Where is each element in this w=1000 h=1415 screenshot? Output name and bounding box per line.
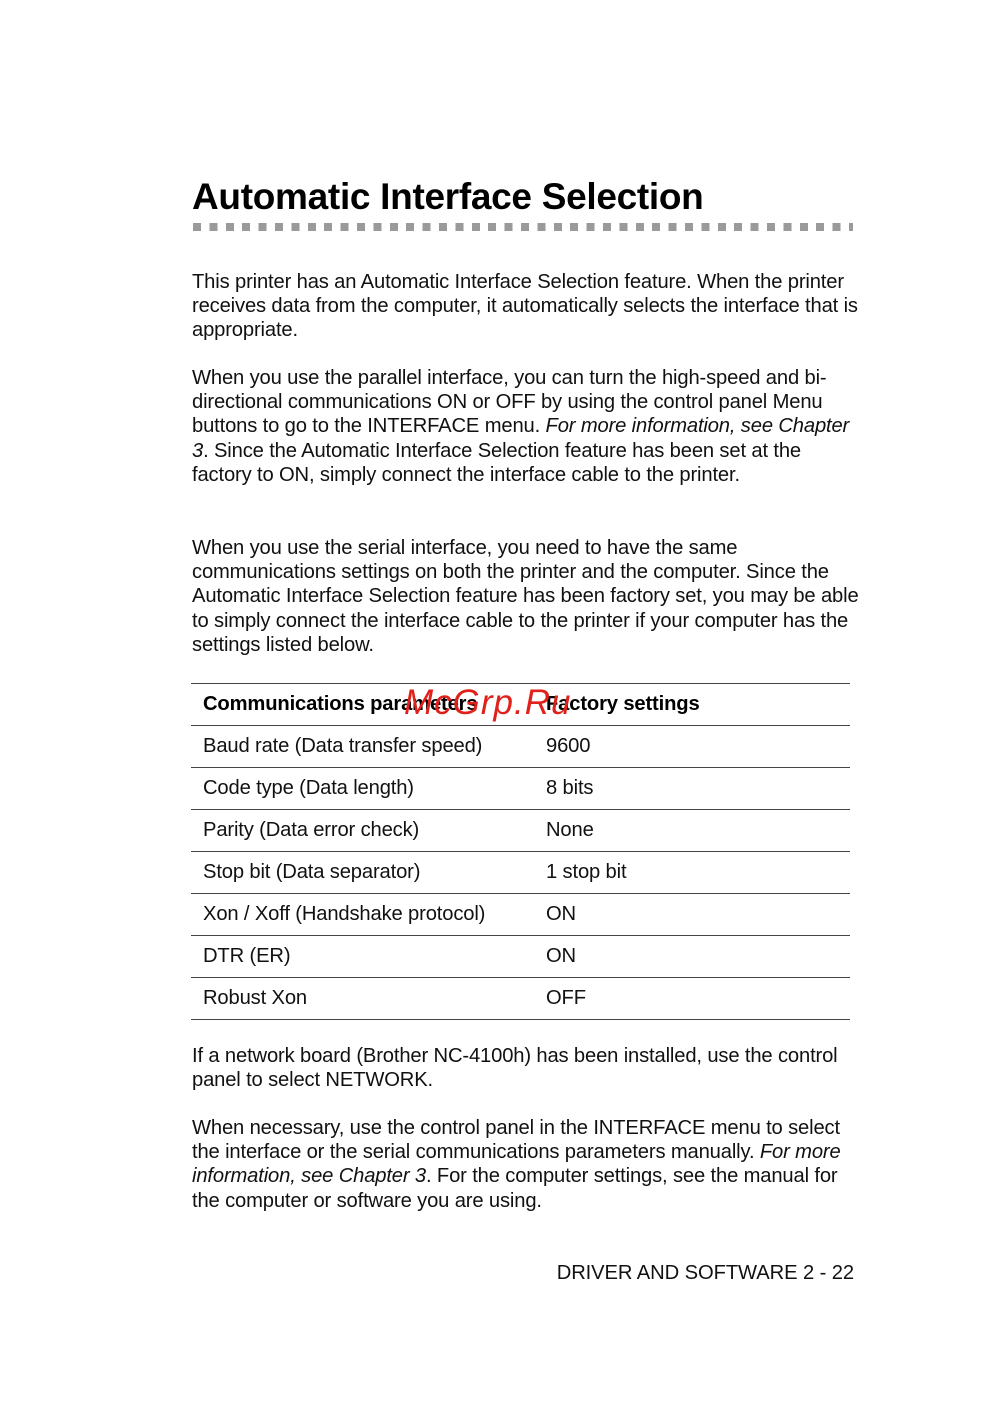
intro-paragraph: This printer has an Automatic Interface Selection feature. When the printer receives data from the computer, it automatically selects the interface that is appropriate. [192,271,858,342]
watermark: McGrp.Ru [404,683,572,722]
serial-interface-paragraph: When you use the serial interface, you need to have the same communications settings on both the printer and the computer. Since the Automatic Interface Selection feature has been factory set, you may be able to simply connect the interface cable to the printer if your computer has the settings listed below. [192,537,859,656]
table-row [191,768,850,810]
setting-cell: 9600 [532,726,850,768]
text: When you use the parallel interface, you can turn the high-speed and bi-directional communications ON or OFF by using the control panel Menu buttons to go to the INTERFACE menu. [192,367,827,438]
setting-cell: ON [532,894,850,936]
parameter-cell: Xon / Xoff (Handshake protocol) [191,894,532,936]
table-row [191,936,850,978]
column-header: Factory settings [532,684,850,726]
table-row [191,978,850,1020]
parameter-cell: DTR (ER) [191,936,532,978]
chapter-reference: For more information, see Chapter 3 [192,415,850,462]
table-row [191,810,850,852]
column-header: Communications parameters [191,684,532,726]
network-board-paragraph: If a network board (Brother NC-4100h) has been installed, use the control panel to select NETWORK. [192,1045,838,1092]
chapter-reference: For more information, see Chapter 3 [192,1141,841,1188]
parameter-cell: Stop bit (Data separator) [191,852,532,894]
table-row [191,894,850,936]
parameter-cell: Robust Xon [191,978,532,1020]
setting-cell: 8 bits [532,768,850,810]
manual-selection-paragraph [192,1116,862,1213]
page-title: Automatic Interface Selection [192,176,704,217]
page-footer: DRIVER AND SOFTWARE 2 - 22 [556,1262,854,1284]
parameter-cell: Parity (Data error check) [191,810,532,852]
setting-cell: ON [532,936,850,978]
table-row [191,852,850,894]
parallel-interface-paragraph [192,366,862,487]
table-row [191,726,850,768]
setting-cell: 1 stop bit [532,852,850,894]
text: When necessary, use the control panel in the INTERFACE menu to select the interface or the serial communications parameters manually. [192,1117,840,1164]
text: . For the computer settings, see the manual for the computer or software you are using. [192,1165,838,1212]
communications-settings-table [191,683,850,1020]
parameter-cell: Code type (Data length) [191,768,532,810]
setting-cell: OFF [532,978,850,1020]
setting-cell: None [532,810,850,852]
text: . Since the Automatic Interface Selection feature has been set at the factory to ON, simply connect the interface cable to the printer. [192,439,801,486]
parameter-cell: Baud rate (Data transfer speed) [191,726,532,768]
title-dotted-rule [193,223,853,231]
